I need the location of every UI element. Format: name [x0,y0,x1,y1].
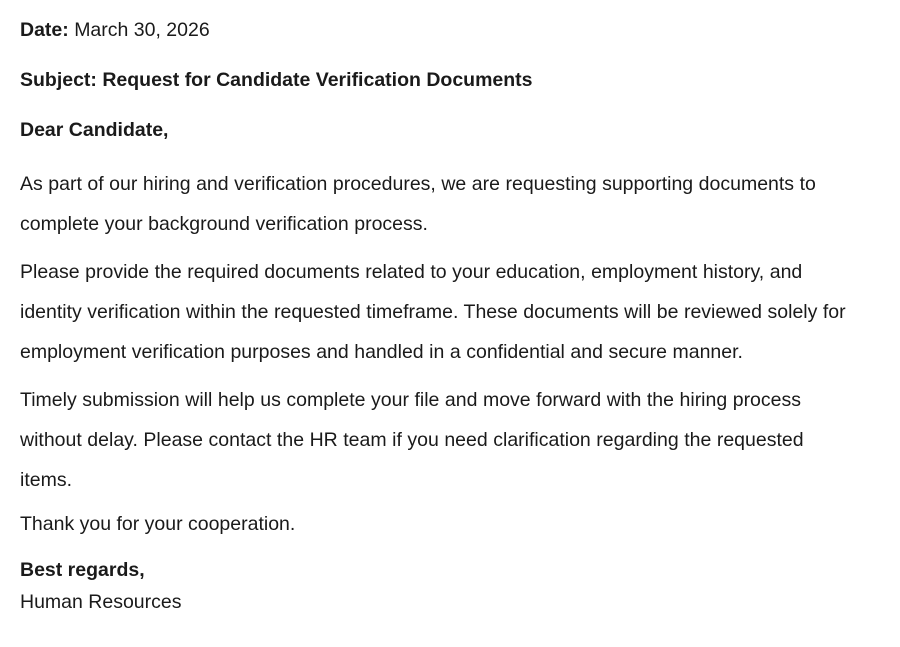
closing-signer: Human Resources [20,591,182,613]
body-paragraph-2: Please provide the required documents related to your education, employment history, and identity verification within the requested timeframe. These documents will be reviewed solely for employment verification purposes and handled in a confidential and secure manner. [20,261,846,363]
date-line [20,14,860,46]
date-label: Date: [20,19,69,41]
salutation: Dear Candidate, [20,119,169,141]
date-value: March 30, 2026 [74,19,210,41]
body-paragraph-1: As part of our hiring and verification procedures, we are requesting supporting documents to complete your background verification process. [20,173,816,235]
closing-block [20,554,860,618]
thank-you-line: Thank you for your cooperation. [20,513,296,535]
subject-line: Subject: Request for Candidate Verification Documents [20,69,533,91]
body-paragraph-3: Timely submission will help us complete your file and move forward with the hiring process without delay. Please contact the HR team if you need clarification regarding the requested items. [20,389,804,491]
closing-regards: Best regards, [20,559,145,581]
